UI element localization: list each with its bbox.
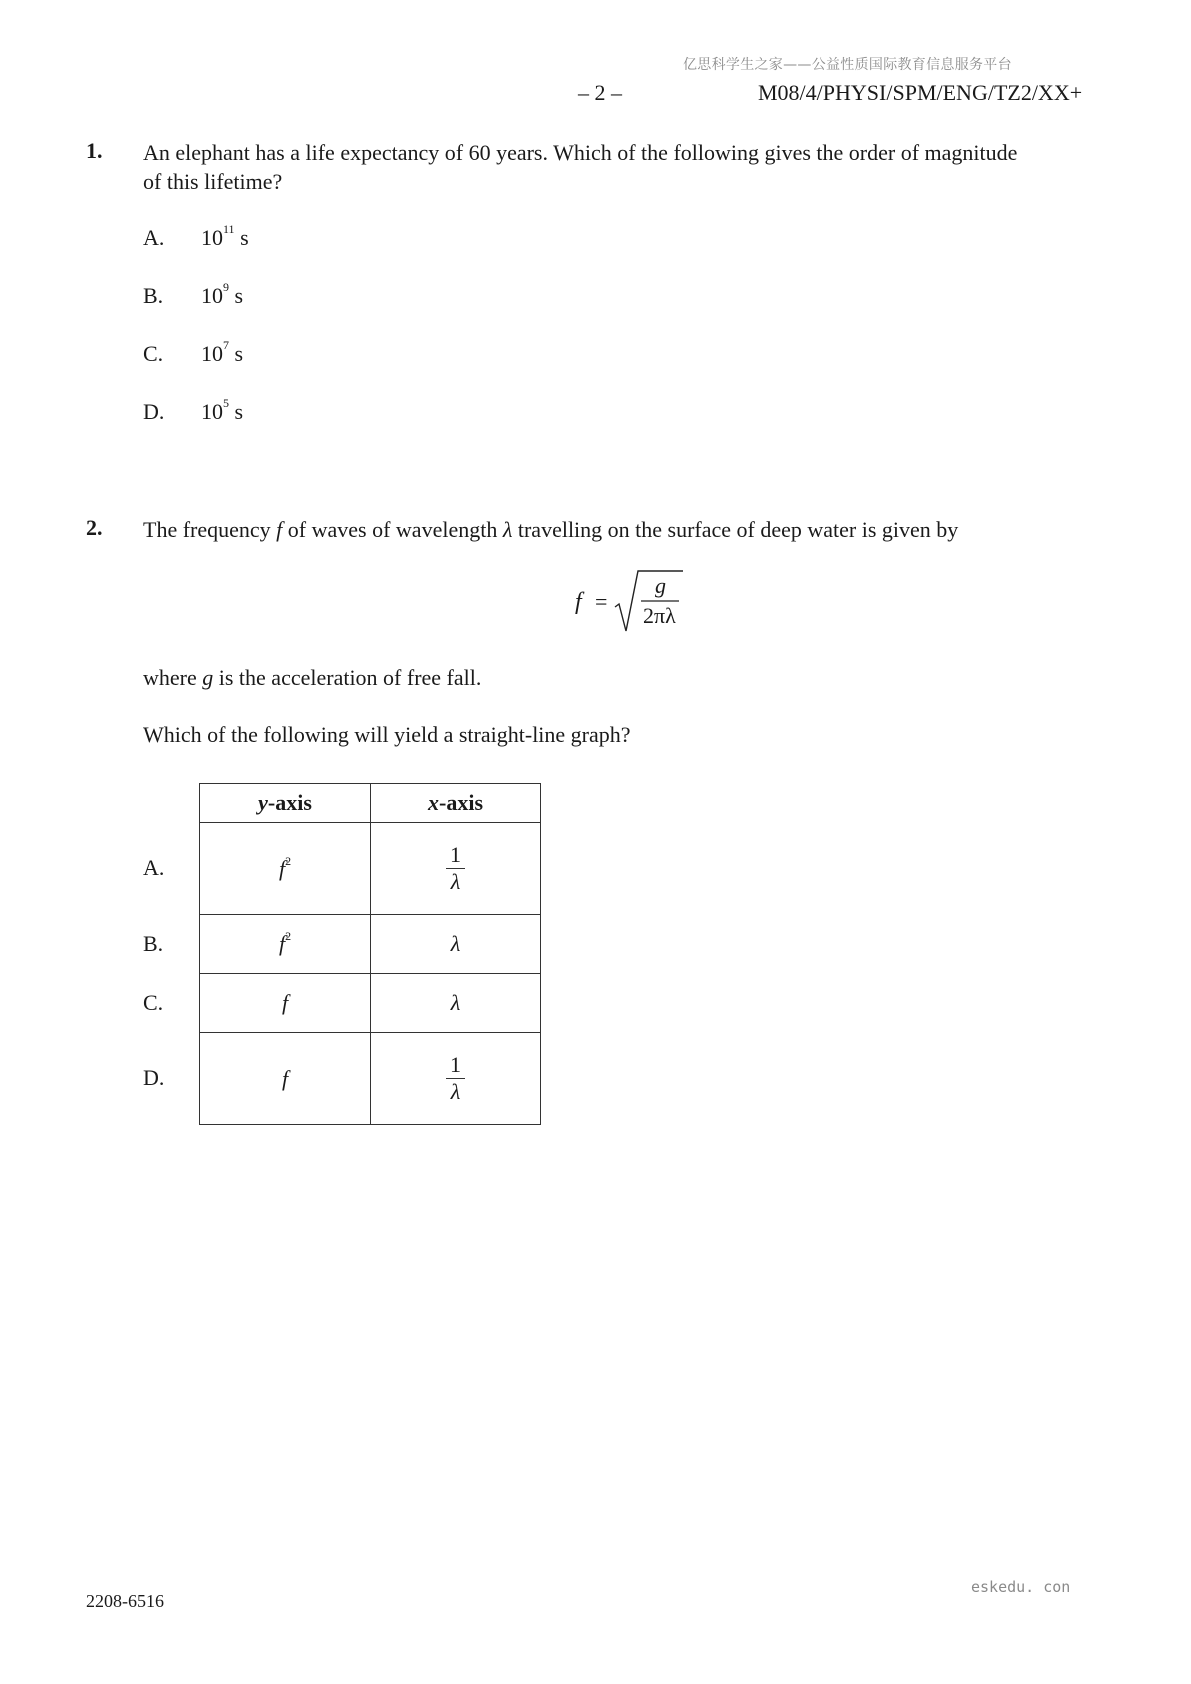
question-2-number: 2. xyxy=(86,515,103,540)
x-axis-header: x-axis xyxy=(371,784,541,823)
footer-site-watermark: eskedu. con xyxy=(971,1578,1071,1596)
q1-option-d-value: $10^5$ s xyxy=(201,396,244,424)
formula-denominator: 2πλ xyxy=(643,603,676,628)
paper-code: M08/4/PHYSI/SPM/ENG/TZ2/XX+ xyxy=(758,80,1083,105)
q2-option-b[interactable]: B. xyxy=(143,931,164,956)
q1-option-b[interactable] xyxy=(143,283,163,309)
cell-y: $f^2$ xyxy=(200,915,371,974)
formula-equals: = xyxy=(595,589,608,614)
q2-option-c[interactable]: C. xyxy=(143,990,164,1015)
q1-option-b-value: $10^9$ s xyxy=(201,280,244,308)
q2-option-d[interactable]: D. xyxy=(143,1065,165,1090)
question-2-prompt: Which of the following will yield a straight-line graph? xyxy=(143,722,631,747)
option-letter: D. xyxy=(143,399,165,424)
q1-option-c-value: $10^7$ s xyxy=(201,338,244,366)
q1-option-a[interactable] xyxy=(143,225,164,251)
cell-y: $f^2$ xyxy=(200,823,371,915)
footer-code: 2208-6516 xyxy=(86,1591,164,1611)
table-header-row xyxy=(200,784,541,823)
cell-x: $\frac{1}{\lambda}$ xyxy=(371,1033,541,1125)
question-1-line-1: An elephant has a life expectancy of 60 years. Which of the following gives the order of magnitude xyxy=(143,140,1018,165)
cell-y: f xyxy=(200,1033,371,1125)
question-1-number: 1. xyxy=(86,138,103,163)
option-letter: C. xyxy=(143,341,164,366)
question-1-line-2: of this lifetime? xyxy=(143,169,283,194)
table-row xyxy=(200,915,541,974)
cell-x: λ xyxy=(371,974,541,1033)
q2-option-a[interactable]: A. xyxy=(143,855,165,880)
table-row xyxy=(200,974,541,1033)
y-axis-header: y-axis xyxy=(200,784,371,823)
watermark-text: 亿思科学生之家——公益性质国际教育信息服务平台 xyxy=(683,57,1012,73)
formula-numerator: g xyxy=(655,573,666,598)
where-text: where g is the acceleration of free fall. xyxy=(143,665,482,690)
q1-option-c[interactable] xyxy=(143,341,163,367)
option-letter: A. xyxy=(143,225,165,250)
formula-lhs: f xyxy=(575,589,582,615)
cell-y: f xyxy=(200,974,371,1033)
cell-x: λ xyxy=(371,915,541,974)
option-letter: B. xyxy=(143,283,164,308)
question-1-text xyxy=(143,138,1017,196)
question-2-text: The frequency f of waves of wavelength λ travelling on the surface of deep water is given by xyxy=(143,517,959,542)
cell-x: $\frac{1}{\lambda}$ xyxy=(371,823,541,915)
q1-option-d[interactable] xyxy=(143,399,164,425)
q1-option-a-value: $10^{11}$ s xyxy=(201,222,249,250)
answer-table xyxy=(199,783,541,1125)
table-row xyxy=(200,823,541,915)
formula xyxy=(575,565,685,635)
page-number: – 2 – xyxy=(578,80,622,105)
table-row xyxy=(200,1033,541,1125)
